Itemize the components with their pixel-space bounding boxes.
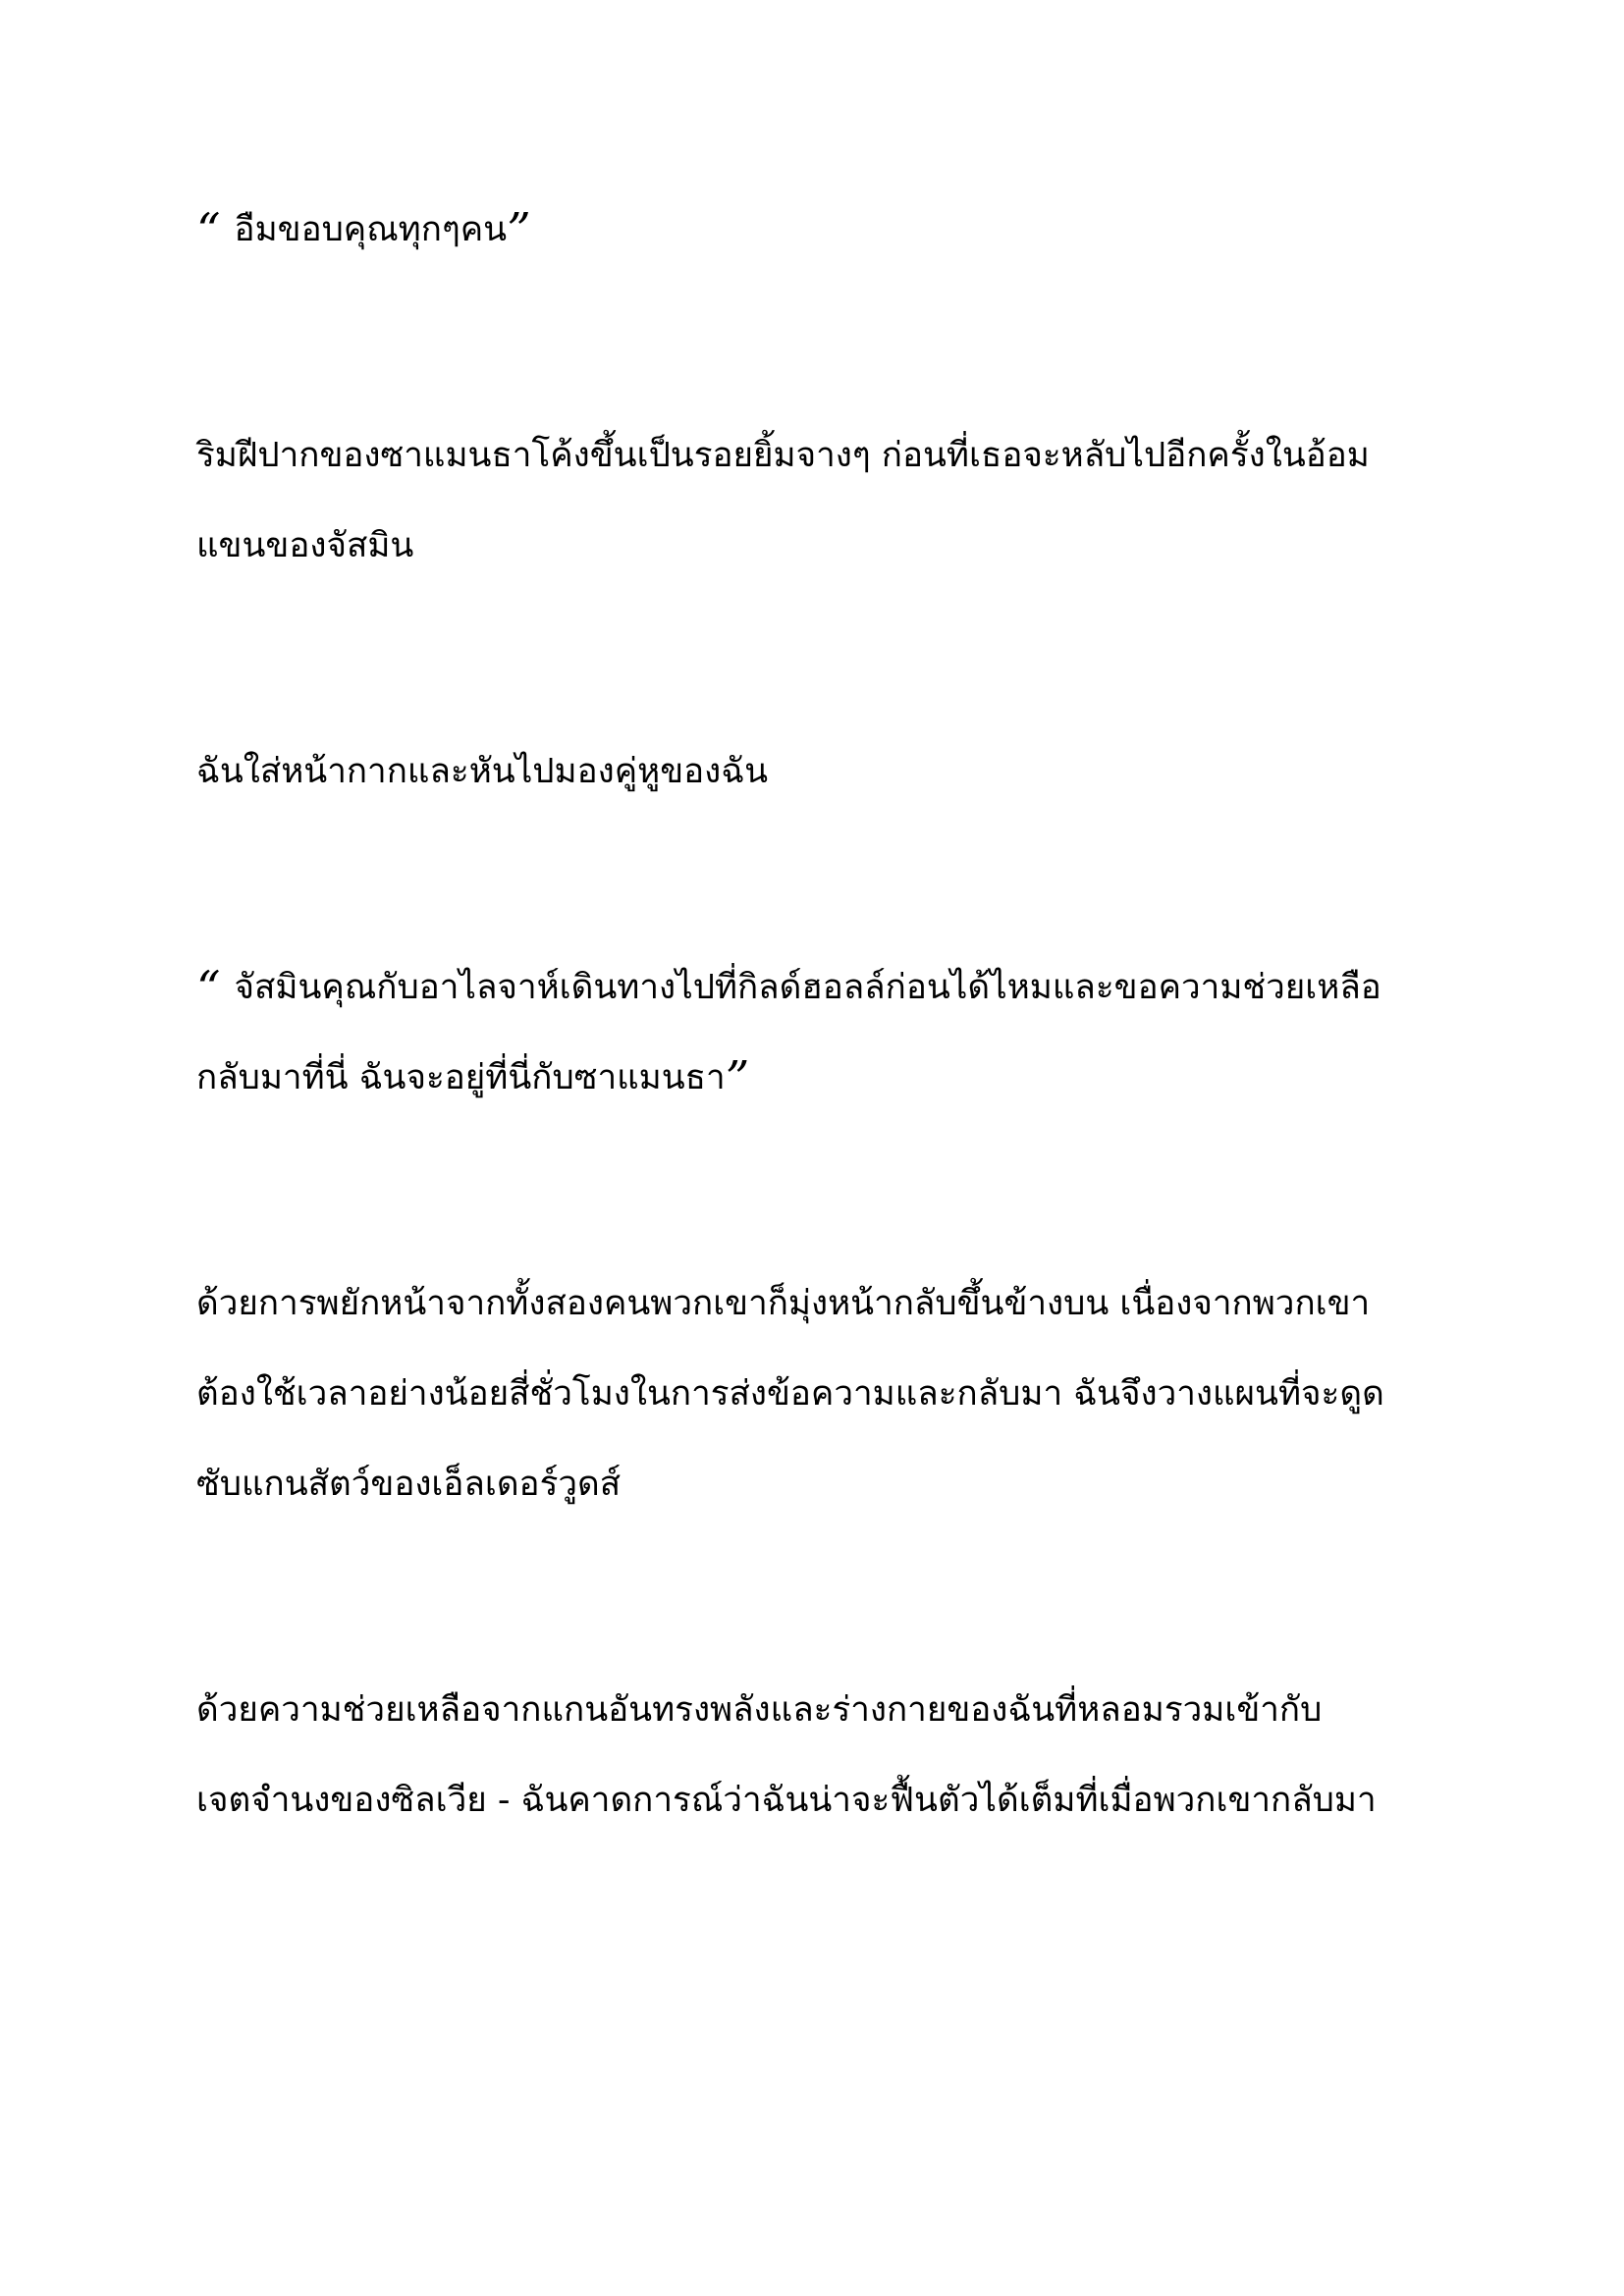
paragraph-line: ริมฝีปากของซาแมนธาโค้งขึ้นเป็นรอยยิ้มจางๆ ก่อนที่เธอจะหลับไปอีกครั้งในอ้อม [196, 436, 1370, 475]
paragraph-line: เจตจำนงของซิลเวีย - ฉันคาดการณ์ว่าฉันน่าจะฟื้นตัวได้เต็มที่เมื่อพวกเขากลับมา [196, 1781, 1377, 1820]
dialogue-paragraph-guildhall [196, 942, 1434, 1123]
opening-quote-mark: “ [196, 961, 221, 1016]
closing-quote-mark: ” [725, 1051, 750, 1106]
paragraph-line: ฉันใส่หน้ากากและหันไปมองคู่หูของฉัน [196, 752, 768, 791]
line-text: จัสมินคุณกับอาไลจาห์เดินทางไปที่กิลด์ฮอลล์ก่อนได้ไหมและขอความช่วยเหลือ [234, 968, 1381, 1007]
paragraph-line: ซับแกนสัตว์ของเอ็ลเดอร์วูดส์ [196, 1465, 622, 1504]
paragraph-line [196, 185, 1434, 275]
line-text: อืมขอบคุณทุกๆคน [234, 210, 508, 249]
opening-quote-mark: “ [196, 203, 221, 258]
paragraph-line: ด้วยความช่วยเหลือจากแกนอันทรงพลังและร่างกายของฉันที่หลอมรวมเข้ากับ [196, 1690, 1323, 1730]
paragraph-line: ต้องใช้เวลาอย่างน้อยสี่ชั่วโมงในการส่งข้อความและกลับมา ฉันจึงวางแผนที่จะดูด [196, 1374, 1384, 1414]
paragraph-line [196, 942, 1434, 1033]
narrative-paragraph-departure [196, 1258, 1434, 1529]
closing-quote-mark: ” [507, 203, 531, 258]
narrative-paragraph-recovery [196, 1665, 1434, 1845]
narrative-paragraph-mask [196, 726, 1434, 817]
paragraph-line: ด้วยการพยักหน้าจากทั้งสองคนพวกเขาก็มุ่งหน้ากลับขึ้นข้างบน เนื่องจากพวกเขา [196, 1284, 1371, 1323]
dialogue-paragraph-thanks [196, 185, 1434, 275]
narrative-paragraph-samantha-smile [196, 410, 1434, 591]
paragraph-line: แขนของจัสมิน [196, 526, 414, 565]
paragraph-line [196, 1033, 1434, 1123]
line-text: กลับมาที่นี่ ฉันจะอยู่ที่นี่กับซาแมนธา [196, 1058, 726, 1097]
